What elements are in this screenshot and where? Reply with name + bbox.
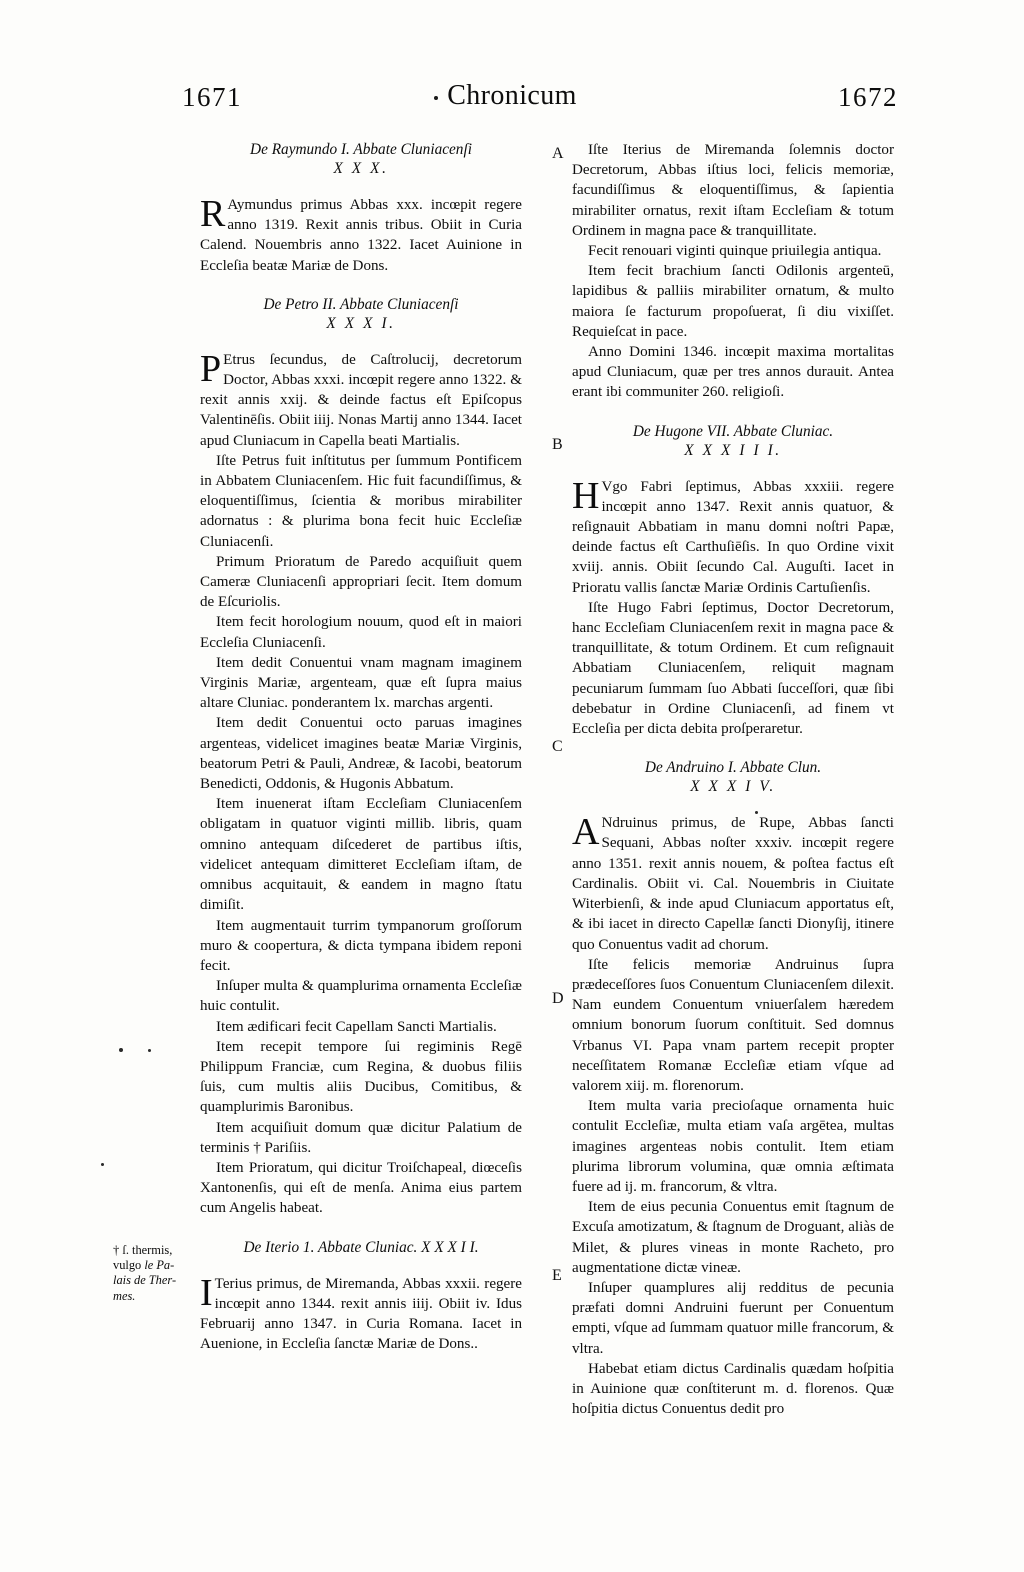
margin-note-thermis [113,1243,199,1304]
paragraph: Iſte Hugo Fabri ſeptimus, Doctor Decretorum, hanc Eccleſiam Cluniacenſem rexit in magna pace & tranquillitate, & totum Ordinem. Et cum reſignauit Abbatiam Cluniacenſem, reliquit magnam pecuniarum ſummam ſuo Abbati ſucceſſori, quæ ſibi debebatur in Ordine Cluniacenſi, ad finem vt Eccleſia per dicta debita proſperaretur. [572,599,894,738]
paragraph-text: Vgo Fabri ſeptimus, Abbas xxxiii. regere incœpit anno 1347. Rexit annis quatuor, & reſignauit Abbatiam in manu domni noſtri Papæ, deinde factus eſt Carthuſiēſis. In quo Ordine vixit xviij. annis. Obiit ſecundo Cal. Auguſti. Iacet in Prioratu vallis ſanctæ Mariæ Ordinis Cartuſienſis. [572,478,894,596]
margin-note-line-2-italic: le Pa- [144,1258,175,1273]
paragraph: Item ædificari fecit Capellam Sancti Martialis. [216,1018,497,1035]
paragraph: Habebat etiam dictus Cardinalis quædam hoſpitia in Auinione quæ conſtiterunt m. d. florenos. Quæ hoſpitia dictus Conuentus dedit pro [572,1360,894,1418]
paragraph: Item Prioratum, qui dicitur Troiſchapeal, diœceſis Xantonenſis, qui eſt de menſa. Anima eius partem cum Angelis habeat. [200,1159,522,1217]
paragraph: Item augmentauit turrim tympanorum groſſorum muro & coopertura, & dicta tympana ibidem reponi fecit. [200,917,522,974]
paragraph: Iſte felicis memoriæ Andruinus ſupra prædeceſſores ſuos Conuentum Cluniacenſem dilexit. Nam eundem Conuentum vniuerſalem hæredem omnium bonorum ſuorum conſtituit. Sed domnus Vrbanus VI. Papa vnam partem recepit propter neceſſitatem Romanæ Eccleſiæ etiam vſque ad valorem xiij. m. florenorum. [572,956,894,1094]
page-title: Chronicum [447,80,577,111]
folio-number-right: 1672 [838,82,898,112]
paragraph-text: Terius primus, de Miremanda, Abbas xxxii. regere incœpit anno 1344. rexit annis iiij. Obiit iv. Idus Februarij anno 1347. in Curia Romana. Iacet in Auenione, in Eccleſia ſanctæ Mariæ de Dons.. [200,1275,522,1353]
section-numeral: X X X. [333,160,389,177]
paragraph: Primum Prioratum de Paredo acquiſiuit quem Cameræ Cluniacenſi appropriari ſecit. Item domum de Eſcuriolis. [200,553,522,611]
margin-letter-d: D [552,990,564,1007]
paragraph-dropcap [200,195,522,276]
paragraph-text: Aymundus primus Abbas xxx. incœpit regere anno 1319. Rexit annis tribus. Obiit in Curia Calend. Nouembris anno 1322. Iacet Auinione in Eccleſia beatæ Mariæ de Dons. [200,197,522,274]
folio-number-left: 1671 [182,82,242,112]
paragraph-dropcap [200,347,522,451]
section-heading-petro [200,295,522,333]
column-right [572,140,894,1419]
section-heading-text: De Andruino I. Abbate Clun. [644,759,822,777]
section-heading-text: De Petro II. Abbate Cluniacenſi [263,295,459,313]
paragraph: Item de eius pecunia Conuentus emit ſtagnum de Excuſa amotizatum, & ſtagnum de Droguant, aliàs de Milet, & plures vineas in monte Racheto, pro augmentatione dictæ vineæ. [572,1199,894,1276]
paragraph: Item dedit Conuentui octo paruas imagines argenteas, videlicet imagines beatæ Mariæ Virginis, beatorum Petri & Pauli, Andreæ, & Iacobi, beatorum Benedicti, Oddonis, & Hugonis Abbatum. [200,715,522,793]
section-numeral: X X X I V. [690,778,776,796]
margin-note-line-2: vulgo [113,1258,145,1273]
drop-cap-letter: P [200,347,222,390]
section-heading-raymundo [200,140,522,178]
paragraph-text: Etrus ſecundus, de Caſtrolucij, decretorum Doctor, Abbas xxxi. incœpit regere anno 1322. & rexit annis xxij. & deinde factus eſt Epiſcopus Valentinēſis. Obiit iiij. Nonas Martij anno 1344. Iacet apud Cluniacum in Capella beati Martialis. [200,351,522,449]
paragraph: Item acquiſiuit domum quæ dicitur Palatium de terminis † Pariſiis. [200,1119,522,1156]
section-numeral: X X X I I I. [684,441,782,459]
paragraph: Item multa varia precioſaque ornamenta huic contulit Eccleſiæ, multa etiam vaſa argētea, multas imagines argenteas nobis contulit. Item etiam plurima librorum volumina, quæ omnia æſtimata fuere ad ij. m. francorum, & vltra. [572,1098,894,1195]
paragraph: Iſte Iterius de Miremanda ſolemnis doctor Decretorum, Abbas iſtius loci, felicis memoriæ, facundiſſimus & eloquentiſſimus, & ſapientia mirabiliter ornatus, rexit iſtam Eccleſiam & totum Ordinem in magna pace & tranquillitate. [572,142,894,239]
drop-cap-letter: R [200,193,226,235]
paragraph: Inſuper quamplures alij redditus de pecunia præfati domni Andruini fuerunt per Conuentum empti, vſque ad ſummam quatuor mille francorum, & vltra. [572,1279,894,1357]
dagger-icon: † [113,1243,120,1257]
section-heading-andruino [572,758,894,796]
running-head [0,82,1024,126]
section-heading-iterio [200,1238,522,1257]
paragraph: Item fecit horologium nouum, quod eſt in maiori Eccleſia Cluniacenſi. [200,614,522,651]
margin-letter-b: B [552,436,563,453]
scan-speck [119,1048,123,1052]
paragraph-dropcap [572,813,894,954]
paragraph: Item dedit Conuentui vnam magnam imaginem Virginis Mariæ, argenteam, quæ eſt ſupra maius altare Cluniac. ponderantem lx. marchas argenti. [200,654,522,712]
scan-speck [148,1049,151,1052]
paragraph-dropcap [200,1271,522,1355]
paragraph: Anno Domini 1346. incœpit maxima mortalitas apud Cluniacum, quæ per tres annos durauit. Antea erant ibi communiter 260. religioſi. [572,344,894,401]
margin-note-line-3: lais de Ther- [113,1273,177,1288]
paragraph: Inſuper multa & quamplurima ornamenta Eccleſiæ huic contulit. [200,978,522,1015]
margin-letter-e: E [552,1267,562,1284]
drop-cap-letter: I [200,1271,213,1314]
section-heading-hugone [572,422,894,460]
paragraph: Iſte Petrus fuit inſtitutus per ſummum Pontificem in Abbatem Cluniacenſem. Hic fuit facundiſſimus, & eloquentiſſimus, ſcientia & moribus mirabiliter adornatus : & plurima bona fecit huic Eccleſiæ Cluniacenſi. [200,452,522,550]
margin-note-line-1: ſ. thermis, [122,1243,173,1257]
section-heading-text: De Hugone VII. Abbate Cluniac. [632,422,834,440]
section-heading-text: De Iterio 1. Abbate Cluniac. X X X I I. [243,1238,479,1256]
drop-cap-letter: H [572,474,600,517]
scan-speck [101,1163,104,1166]
paragraph: Item recepit tempore ſui regiminis Regē Philippum Franciæ, cum Regina, & duobus filiis ſuis, cum multis aliis Ducibus, Comitibus, & quamplurimis Baronibus. [200,1038,522,1116]
section-numeral: X X X I. [326,314,396,332]
section-heading-text: De Raymundo I. Abbate Cluniacenſi [250,141,472,158]
paragraph-dropcap [572,474,894,598]
paragraph: Item inuenerat iſtam Eccleſiam Cluniacenſem obligatam in quatuor viginti millib. libris, quam omnino antequam diſcederet de partibus iſtis, videlicet antequam dimitteret Eccleſiam iſtam, de omnibus acquitauit, & eandem in magno ſtatu dimiſit. [200,796,522,914]
margin-letter-a: A [552,145,564,162]
paragraph: Fecit renouari viginti quinque priuilegia antiqua. [588,243,882,260]
margin-letter-c: C [552,738,563,755]
paragraph-text: Ndruinus primus, de Rupe, Abbas ſancti Sequani, Abbas noſter xxxiv. incœpit regere anno 1351. rexit annis nouem, & poſtea factus eſt Cardinalis. Obiit vi. Cal. Nouembris in Ciuitate Witerbienſi, & inde apud Cluniacum apportatus eſt, & ibi iacet in directo Capellæ ſancti Dionyſij, itinere quo Conuentus vadit ad chorum. [572,815,894,953]
margin-note-line-4: mes. [113,1288,136,1303]
paragraph: Item fecit brachium ſancti Odilonis argenteū, lapidibus & palliis mirabiliter ornatum, & multo maiora ſe facturum propoſuerat, ſi diu vixiſſet. Requieſcat in pace. [572,263,894,340]
column-left [200,140,522,1354]
drop-cap-letter: A [572,811,600,854]
